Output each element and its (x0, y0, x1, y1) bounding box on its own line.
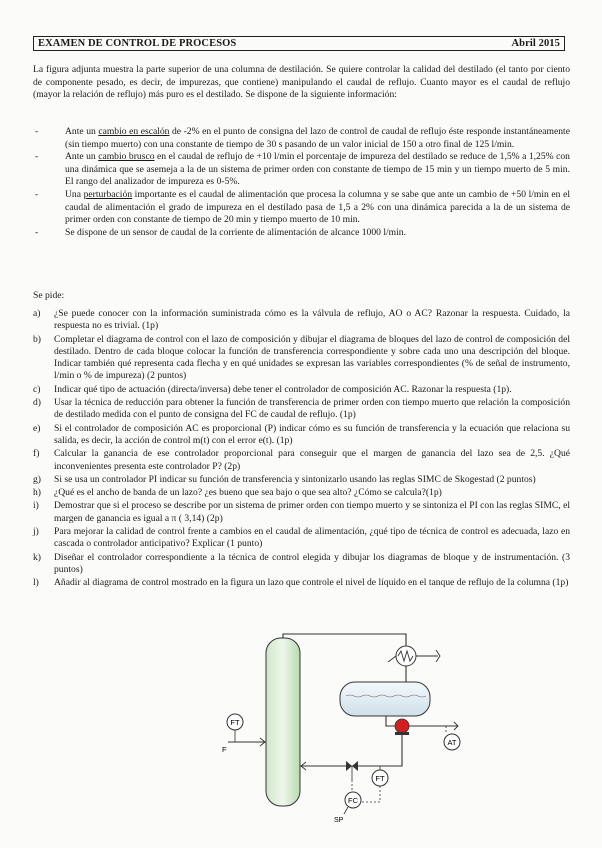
question-item: l) Añadir al diagrama de control mostrado en la figura un lazo que controle el nivel de líquido en el tanque de reflujo de la columna (1p) (33, 577, 569, 589)
question-item: j) Para mejorar la calidad de control frente a cambios en el caudal de alimentación, ¿qué tipo de técnica de control es adecuada, lazo en cascada o controlador anticipativo? Explicar (1 punto) (33, 526, 570, 550)
feed-label: F (222, 745, 227, 754)
question-item: b) Completar el diagrama de control con el lazo de composición y dibujar el diagrama de bloques del lazo de control de composición del destilado. Dentro de cada bloque colocar la función de transferencia correspondiente y sobre cada uno una descripción del bloque. Indicar también qué representa cada flecha y en qué unidades se expresan las variables correspondientes (% de señal de instrumento, l/min o % de impureza) (2 puntos) (33, 333, 570, 382)
question-item: a) ¿Se puede conocer con la información suministrada cómo es la válvula de reflujo, AO o AC? Razonar la respuesta. Cuidado, la respuesta no es trivial. (1p) (33, 308, 570, 332)
condenser-icon (396, 646, 416, 666)
question-item: h) ¿Qué es el ancho de banda de un lazo? ¿es bueno que sea bajo o que sea alto? ¿Cómo se calcula?(1p) (33, 487, 442, 499)
sp-label: SP (334, 817, 344, 824)
reflux-line (300, 733, 402, 766)
question-item: e) Si el controlador de composición AC es proporcional (P) indicar cómo es su función de transferencia y la ecuación que relaciona su salida, es decir, la acción de control m(t) con el error e(t). (1p) (33, 422, 570, 446)
question-item: k) Diseñar el controlador correspondiente a la técnica de control elegida y dibujar los diagramas de bloque y de instrumentación. (3 puntos) (33, 551, 570, 575)
info-list (33, 126, 570, 239)
exam-title: EXAMEN DE CONTROL DE PROCESOS (38, 38, 237, 49)
question-item: f) Calcular la ganancia de ese controlador proporcional para conseguir que el margen de ganancia del lazo sea de 2,5. ¿Qué inconvenientes presenta este controlador P? (2p) (33, 448, 570, 472)
exam-header (33, 36, 565, 51)
exam-date: Abril 2015 (511, 38, 560, 49)
ft-feed-label: FT (230, 718, 240, 727)
at-label: AT (447, 738, 457, 747)
reflux-drum (340, 682, 430, 716)
fc-label: FC (348, 796, 358, 805)
questions-list (33, 308, 570, 591)
info-item: - Una perturbación importante es el caudal de alimentación que procesa la columna y se sabe que ante un cambio de +50 l/min en el caudal de alimentación el grado de impureza en el destilado pasa de 1,5 a 2% con una dinámica parecida a la de un sistema de primer orden con constante de tiempo de 20 min y tiempo muerto de 10 min. (33, 189, 570, 227)
reflux-valve-icon (346, 761, 358, 780)
question-item: d) Usar la técnica de reducción para obtener la función de transferencia de primer orden con tiempo muerto que relación la composición de destilado medida con el punto de consigna del FC de caudal de reflujo. (1p) (33, 397, 570, 421)
distillation-column (266, 638, 300, 806)
process-diagram (200, 632, 480, 840)
question-item: c) Indicar qué tipo de actuación (directa/inversa) debe tener el controlador de composición AC. Razonar la respuesta (1p). (33, 383, 512, 395)
info-item: - Se dispone de un sensor de caudal de la corriente de alimentación de alcance 1000 l/min. (33, 227, 570, 240)
intro-paragraph: La figura adjunta muestra la parte superior de una columna de destilación. Se quiere controlar la calidad del destilado (el tanto por ciento de componente pesado, es decir, de impurezas, que contiene) manipulando el caudal de reflujo. Cuanto mayor es el caudal de reflujo (mayor la relación de reflujo) más puro es el destilado. Se dispone de la siguiente información: (33, 64, 570, 101)
se-pide-heading: Se pide: (33, 290, 65, 301)
question-item: i) Demostrar que si el proceso se describe por un sistema de primer orden con tiempo muerto y se sintoniza el PI con las reglas SIMC, el margen de ganancia es igual a π ( 3,14) (2p) (33, 500, 570, 524)
question-item: g) Si se usa un controlador PI indicar su función de transferencia y sintonizarlo usando las reglas SIMC de Skogestad (2 puntos) (33, 473, 536, 485)
ft-reflux-label: FT (375, 774, 385, 783)
pump-icon (395, 719, 409, 735)
vapour-line (283, 634, 406, 646)
info-item: - Ante un cambio brusco en el caudal de reflujo de +10 l/min el porcentaje de impureza del destilado se reduce de 1,5% a 1,25% con una dinámica que se asemeja a la de un sistema de primer orden con constante de tiempo de 15 min y un tiempo muerto de 5 min. El rango del analizador de impureza es 0-5%. (33, 151, 570, 189)
info-item: - Ante un cambio en escalón de -2% en el punto de consigna del lazo de control de caudal de reflujo éste responde instantáneamente (sin tiempo muerto) con una constante de tiempo de 30 s pasando de un valor inicial de 150 a otro final de 125 l/min. (33, 126, 570, 151)
